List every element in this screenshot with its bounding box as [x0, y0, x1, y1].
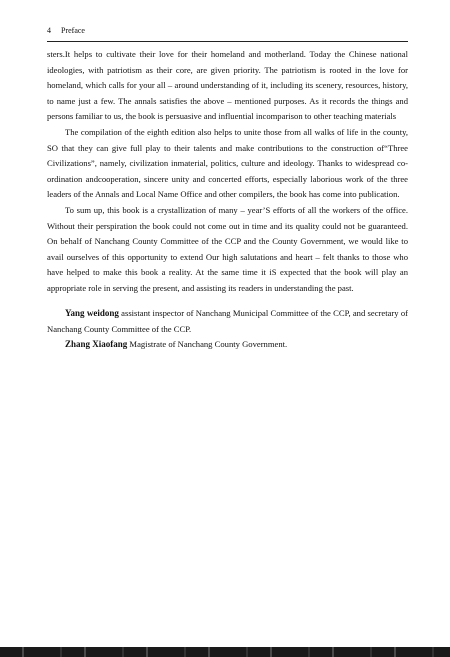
running-header — [47, 26, 408, 36]
preface-body — [47, 47, 408, 297]
paragraph-summary: To sum up, this book is a crystallization of many – year’S efforts of all the workers of the office. Without their perspiration the book could not come out in time and its quality could not be guaranteed. On behalf of Nanchang County Committee of the CCP and the County Government, we would like to avail ourselves of this opportunity to extend Our high salutations and heart – felt thanks to those who have helped to make this book a reality. At the same time it iS expected that the book will play an appropriate role in serving the present, and assisting its readers in understanding the past. — [47, 204, 408, 293]
paragraph-continuation: sters.It helps to cultivate their love for their homeland and motherland. Today the Chinese national ideologies, with patriotism as their core, are given priority. The patriotism is rooted in the love for homeland, which calls for your all – around understanding of it, including its scenery, resources, history, to name just a few. The annals satisfies the above – mentioned purposes. As it records the things and persons familiar to us, the book is persuasive and influential incomparison to other teaching materials — [47, 49, 408, 122]
signatory-name: Yang weidong — [65, 308, 119, 318]
header-rule — [47, 41, 408, 42]
page-number: 4 — [47, 26, 51, 35]
signature-block — [47, 306, 408, 353]
paragraph-compilation: The compilation of the eighth edition also helps to unite those from all walks of life in the county, SO that they can give full play to their talents and make contributions to the construction of“Three Civilizations”, namely, civilization inmaterial, politics, culture and ideology. Thanks to widespread co-ordination andcooperation, sincere unity and concerted efforts, especially laborious work of the three leaders of the Annals and Local Name Office and other compilers, the book has come into publication. — [47, 126, 408, 200]
section-title: Preface — [61, 26, 85, 35]
scan-bottom-edge — [0, 647, 450, 657]
signatory-title: assistant inspector of Nanchang Municipal Committee of the CCP, and secretary of Nanchang County Committee of the CCP. — [47, 308, 408, 334]
signature-entry — [47, 306, 408, 337]
signature-entry — [47, 337, 408, 353]
signatory-title: Magistrate of Nanchang County Government. — [127, 339, 288, 350]
signatory-name: Zhang Xiaofang — [65, 339, 128, 350]
